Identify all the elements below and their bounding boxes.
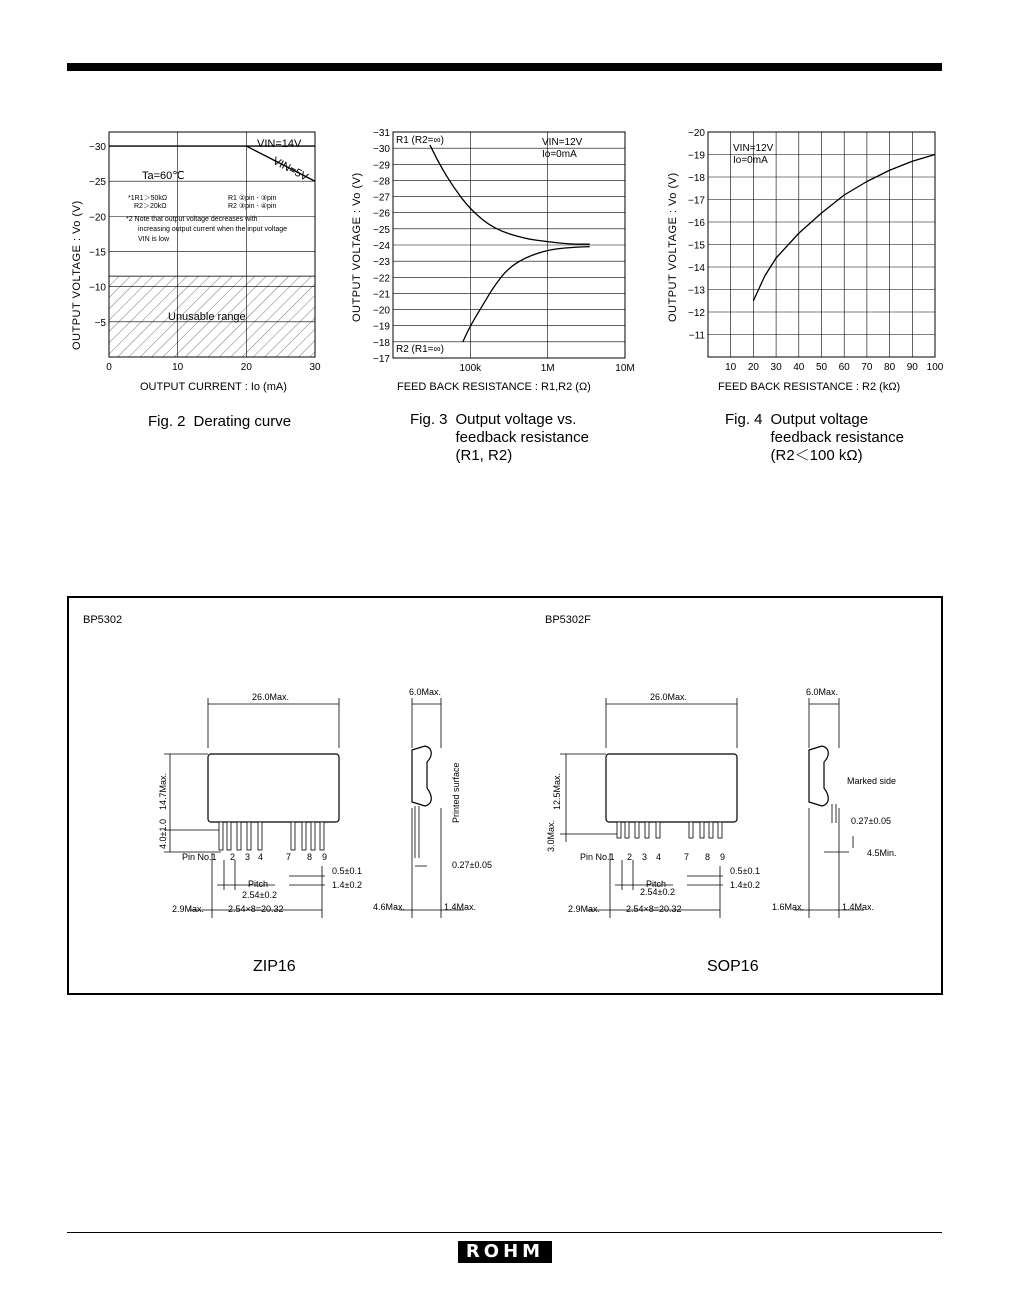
y-tick-label: −31 bbox=[373, 128, 390, 139]
fig3-caption-line: Output voltage vs. bbox=[455, 411, 577, 428]
sop-side-width-dim: 6.0Max. bbox=[806, 687, 839, 697]
fig3-r2-label: R2 (R1=∞) bbox=[396, 344, 444, 355]
y-tick-label: −17 bbox=[373, 354, 390, 365]
y-tick-label: −22 bbox=[373, 273, 390, 285]
x-tick-label: 10 bbox=[172, 362, 184, 373]
fig2-xlabel: OUTPUT CURRENT : Io (mA) bbox=[140, 381, 287, 393]
y-tick-label: −11 bbox=[688, 330, 705, 342]
y-tick-label: −14 bbox=[688, 263, 705, 274]
package-lead bbox=[311, 822, 315, 850]
package-lead bbox=[700, 822, 704, 838]
sop-end-dim: 2.9Max. bbox=[568, 904, 601, 914]
fig2-note1d: R2 ③pin - ④pin bbox=[228, 203, 277, 210]
package-lead bbox=[718, 822, 722, 838]
x-tick-label: 50 bbox=[815, 362, 828, 373]
y-tick-label: −29 bbox=[373, 160, 390, 172]
y-tick-label: −28 bbox=[373, 176, 390, 188]
x-tick-label: 90 bbox=[906, 362, 918, 373]
y-tick-label: −10 bbox=[89, 282, 106, 294]
y-tick-label: −13 bbox=[688, 285, 705, 297]
fig3-caption bbox=[410, 411, 589, 465]
y-tick-label: −20 bbox=[373, 305, 390, 317]
zip-pitch-label: Pitch bbox=[248, 879, 269, 889]
fig3-chart bbox=[345, 122, 635, 402]
fig3-vin-label: VIN=12V bbox=[542, 137, 583, 148]
sop-lead-dim: 3.0Max. bbox=[546, 819, 556, 852]
package-lead bbox=[219, 822, 223, 850]
fig4-caption-line: Output voltage bbox=[770, 411, 869, 428]
package-lead bbox=[291, 822, 295, 850]
fig3-io-label: Io=0mA bbox=[542, 149, 577, 160]
fig2-note2c: VIN is low bbox=[138, 236, 170, 243]
zip-leadw2-dim: 1.4±0.2 bbox=[332, 880, 362, 890]
y-tick-label: −15 bbox=[688, 240, 705, 252]
x-tick-label: 60 bbox=[838, 362, 850, 373]
package-lead bbox=[625, 822, 629, 838]
y-tick-label: −5 bbox=[94, 317, 106, 329]
sop-pin-num: 7 bbox=[684, 852, 690, 862]
sop-pitch-dim: 2.54±0.2 bbox=[640, 887, 675, 897]
y-tick-label: −23 bbox=[373, 257, 390, 269]
zip-package-label: ZIP16 bbox=[253, 958, 296, 975]
zip-pin-num: 4 bbox=[258, 852, 264, 862]
x-tick-label: 100 bbox=[926, 362, 944, 373]
sop-pin-num: 2 bbox=[627, 852, 633, 862]
fig2-ylabel: OUTPUT VOLTAGE : Vo (V) bbox=[71, 200, 83, 350]
x-tick-label: 80 bbox=[884, 362, 896, 373]
fig3-caption-line: feedback resistance bbox=[455, 429, 589, 446]
package-drawings bbox=[69, 598, 941, 993]
zip-pin1-label: Pin No.1 bbox=[182, 852, 217, 862]
y-tick-label: −15 bbox=[89, 247, 106, 259]
y-tick-label: −26 bbox=[373, 208, 390, 220]
sop-side-note: Marked side bbox=[847, 776, 897, 786]
fig2-vin5-label: VIN=5V bbox=[270, 155, 310, 184]
zip-span-dim: 2.54×8=20.32 bbox=[228, 904, 284, 914]
package-lead bbox=[302, 822, 306, 850]
sop-pin-num: 8 bbox=[705, 852, 711, 862]
x-tick-label: 40 bbox=[793, 362, 805, 373]
y-tick-label: −25 bbox=[373, 224, 390, 236]
fig2-vin14-label: VIN=14V bbox=[257, 138, 302, 150]
zip-height-dim: 14.7Max. bbox=[158, 772, 168, 810]
package-lead bbox=[320, 822, 324, 850]
zip-side-note: Printed surface bbox=[451, 762, 461, 823]
sop-name: BP5302F bbox=[545, 614, 591, 626]
zip-lead-dim: 4.0±1.0 bbox=[158, 819, 168, 849]
x-tick-label: 10 bbox=[725, 362, 737, 373]
rohm-logo: ROHM bbox=[458, 1241, 552, 1263]
zip-width-dim: 26.0Max. bbox=[252, 692, 290, 702]
fig4-ylabel: OUTPUT VOLTAGE : Vo (V) bbox=[667, 172, 679, 322]
y-tick-label: −16 bbox=[688, 218, 705, 229]
package-lead bbox=[227, 822, 231, 850]
fig4-io-label: Io=0mA bbox=[733, 155, 768, 166]
fig4-caption bbox=[725, 411, 904, 465]
zip-pitch-dim: 2.54±0.2 bbox=[242, 890, 277, 900]
zip-side-width-dim: 6.0Max. bbox=[409, 687, 442, 697]
fig2-note2a: *2 Note that output voltage decreases with bbox=[126, 216, 258, 223]
sop-package-label: SOP16 bbox=[707, 958, 759, 975]
fig4-chart bbox=[660, 122, 955, 402]
y-tick-label: −19 bbox=[688, 150, 705, 162]
fig2-note1b: R2＞20kΩ bbox=[134, 203, 167, 210]
x-tick-label: 10M bbox=[615, 363, 635, 374]
y-tick-label: −21 bbox=[373, 289, 390, 301]
zip-end-dim: 2.9Max. bbox=[172, 904, 205, 914]
package-lead bbox=[237, 822, 241, 850]
package-lead bbox=[645, 822, 649, 838]
footer-rule bbox=[67, 1232, 942, 1233]
fig3-caption-line: (R1, R2) bbox=[455, 447, 513, 464]
zip-side-a-dim: 4.6Max. bbox=[373, 902, 406, 912]
fig4-vin-label: VIN=12V bbox=[733, 143, 774, 154]
y-tick-label: −30 bbox=[373, 144, 390, 156]
sop-side-min-dim: 4.5Min. bbox=[867, 848, 897, 858]
fig3-caption-num: Fig. 3 bbox=[410, 411, 448, 428]
fig2-caption bbox=[148, 413, 291, 431]
x-tick-label: 0 bbox=[106, 362, 112, 373]
zip-pin-num: 8 bbox=[307, 852, 313, 862]
header-rule bbox=[67, 63, 942, 71]
fig2-note2b: increasing output current when the input voltage bbox=[138, 226, 288, 233]
package-lead bbox=[689, 822, 693, 838]
fig2-note1a: *1R1＞50kΩ bbox=[128, 195, 168, 202]
y-tick-label: −24 bbox=[373, 241, 390, 252]
x-tick-label: 20 bbox=[747, 362, 759, 373]
y-tick-label: −18 bbox=[373, 337, 390, 349]
package-lead bbox=[635, 822, 639, 838]
fig2-shaded-label: Unusable range bbox=[168, 311, 246, 323]
sop-pin1-label: Pin No.1 bbox=[580, 852, 615, 862]
sop-side-thk-dim: 0.27±0.05 bbox=[851, 816, 891, 826]
zip-pin-num: 3 bbox=[245, 852, 251, 862]
zip-pin-num: 2 bbox=[230, 852, 236, 862]
y-tick-label: −27 bbox=[373, 192, 390, 204]
x-tick-label: 70 bbox=[861, 362, 873, 373]
fig4-xlabel: FEED BACK RESISTANCE : R2 (kΩ) bbox=[718, 381, 901, 393]
zip-side-b-dim: 1.4Max. bbox=[444, 902, 477, 912]
package-lead bbox=[247, 822, 251, 850]
y-tick-label: −20 bbox=[89, 212, 106, 224]
x-tick-label: 100k bbox=[459, 363, 482, 374]
fig4-caption-line: feedback resistance bbox=[770, 429, 904, 446]
fig2-ta-label: Ta=60℃ bbox=[142, 170, 185, 182]
sop-height-dim: 12.5Max. bbox=[552, 772, 562, 810]
sop-leadw2-dim: 1.4±0.2 bbox=[730, 880, 760, 890]
zip-side-thk-dim: 0.27±0.05 bbox=[452, 860, 492, 870]
y-tick-label: −30 bbox=[89, 142, 106, 154]
zip-pin-num: 9 bbox=[322, 852, 328, 862]
sop-span-dim: 2.54×8=20.32 bbox=[626, 904, 682, 914]
package-lead bbox=[709, 822, 713, 838]
package-lead bbox=[617, 822, 621, 838]
x-tick-label: 30 bbox=[770, 362, 782, 373]
x-tick-label: 1M bbox=[540, 363, 555, 374]
sop-width-dim: 26.0Max. bbox=[650, 692, 688, 702]
sop-side-a-dim: 1.6Max. bbox=[772, 902, 805, 912]
y-tick-label: −12 bbox=[688, 308, 705, 319]
package-lead bbox=[656, 822, 660, 838]
y-tick-label: −17 bbox=[688, 195, 705, 207]
y-tick-label: −19 bbox=[373, 321, 390, 333]
sop-leadw-dim: 0.5±0.1 bbox=[730, 866, 760, 876]
zip-name: BP5302 bbox=[83, 614, 123, 626]
sop-pin-num: 4 bbox=[656, 852, 662, 862]
fig3-ylabel: OUTPUT VOLTAGE : Vo (V) bbox=[351, 172, 363, 322]
package-lead bbox=[258, 822, 262, 850]
fig2-caption-num: Fig. 2 bbox=[148, 413, 186, 430]
fig2-caption-line: Derating curve bbox=[193, 413, 292, 430]
sop-pin-num: 3 bbox=[642, 852, 648, 862]
x-tick-label: 20 bbox=[240, 362, 252, 373]
sop-pin-num: 9 bbox=[720, 852, 726, 862]
fig3-r1-label: R1 (R2=∞) bbox=[396, 135, 444, 146]
sop-pitch-label: Pitch bbox=[646, 879, 667, 889]
x-tick-label: 30 bbox=[309, 362, 321, 373]
fig4-caption-num: Fig. 4 bbox=[725, 411, 763, 428]
y-tick-label: −18 bbox=[688, 173, 705, 184]
sop-side-b-dim: 1.4Max. bbox=[842, 902, 875, 912]
fig2-note1c: R1 ②pin - ③pin bbox=[228, 195, 277, 202]
zip-pin-num: 7 bbox=[286, 852, 292, 862]
zip-leadw-dim: 0.5±0.1 bbox=[332, 866, 362, 876]
y-tick-label: −25 bbox=[89, 177, 106, 189]
y-tick-label: −20 bbox=[688, 128, 705, 139]
fig3-xlabel: FEED BACK RESISTANCE : R1,R2 (Ω) bbox=[397, 381, 591, 393]
fig2-chart bbox=[60, 120, 335, 400]
fig4-caption-line: (R2＜100 kΩ) bbox=[770, 447, 863, 464]
